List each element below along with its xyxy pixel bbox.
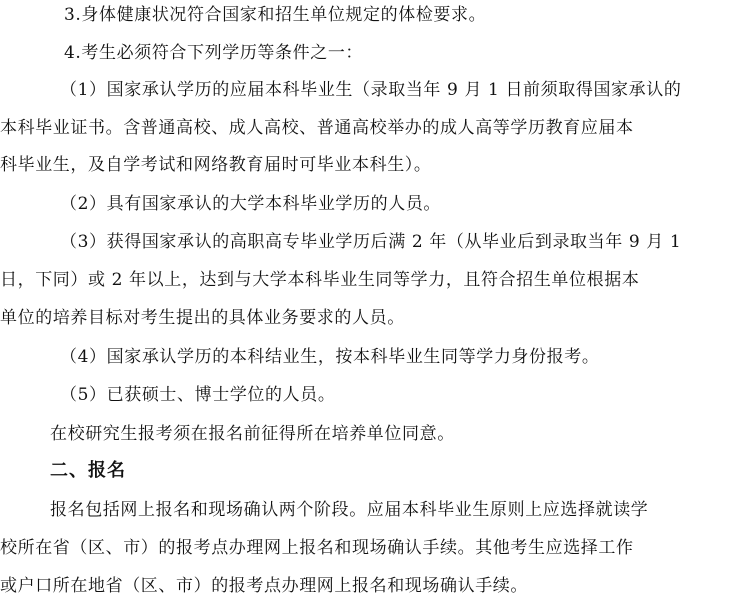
enrolled-student-note: 在校研究生报考须在报名前征得所在培养单位同意。 xyxy=(50,424,455,444)
registration-line-3: 或户口所在地省（区、市）的报考点办理网上报名和现场确认手续。 xyxy=(0,576,528,596)
item-1-line-1: （1）国家承认学历的应届本科毕业生（录取当年 9 月 1 日前须取得国家承认的 xyxy=(60,80,682,100)
section-heading-registration: 二、报名 xyxy=(50,460,126,481)
condition-3-line: 3.身体健康状况符合国家和招生单位规定的体检要求。 xyxy=(64,5,487,25)
item-3-line-2: 日，下同）或 2 年以上，达到与大学本科毕业生同等学力，且符合招生单位根据本 xyxy=(0,270,640,290)
item-1-line-2: 本科毕业证书。含普通高校、成人高校、普通高校举办的成人高等学历教育应届本 xyxy=(0,118,634,138)
item-5-line: （5）已获硕士、博士学位的人员。 xyxy=(60,385,336,405)
item-3-line-3: 单位的培养目标对考生提出的具体业务要求的人员。 xyxy=(0,308,405,328)
item-1-line-3: 科毕业生，及自学考试和网络教育届时可毕业本科生）。 xyxy=(0,155,432,175)
condition-4-line: 4.考生必须符合下列学历等条件之一： xyxy=(64,43,364,63)
item-3-line-1: （3）获得国家承认的高职高专毕业学历后满 2 年（从毕业后到录取当年 9 月 1 xyxy=(60,232,682,252)
registration-line-2: 校所在省（区、市）的报考点办理网上报名和现场确认手续。其他考生应选择工作 xyxy=(0,538,634,558)
item-2-line: （2）具有国家承认的大学本科毕业学历的人员。 xyxy=(60,194,442,214)
item-4-line: （4）国家承认学历的本科结业生，按本科毕业生同等学力身份报考。 xyxy=(60,347,600,367)
registration-line-1: 报名包括网上报名和现场确认两个阶段。应届本科毕业生原则上应选择就读学 xyxy=(50,500,649,520)
